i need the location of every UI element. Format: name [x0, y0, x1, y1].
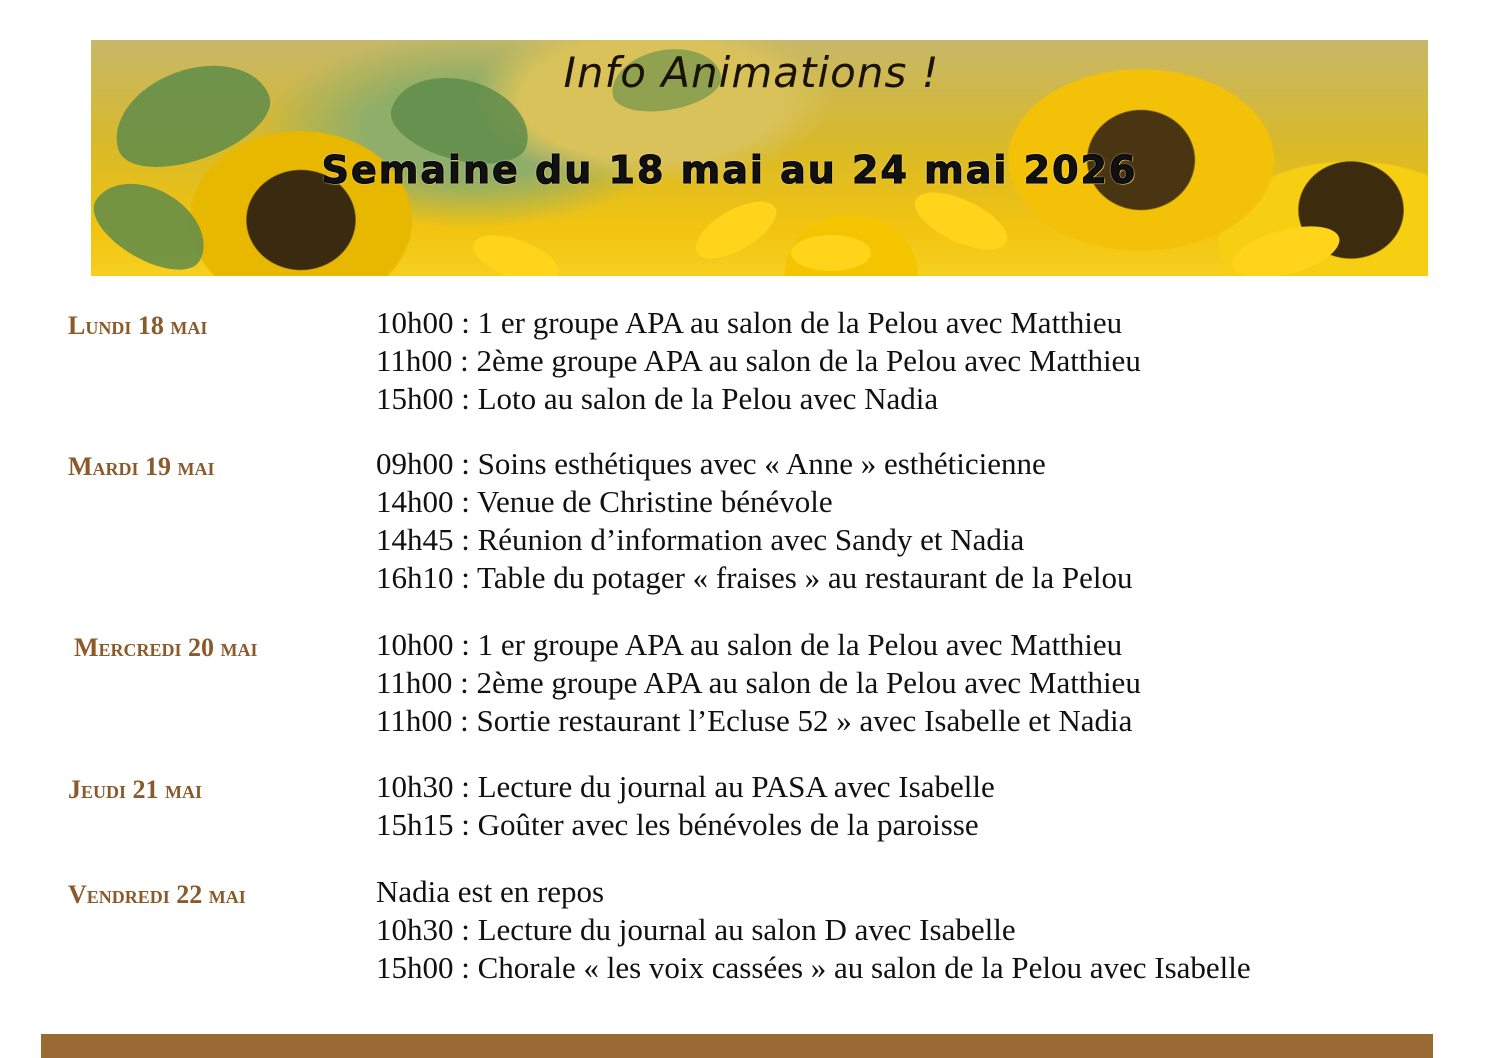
list-item: 14h45 : Réunion d’information avec Sandy et Nadia	[376, 522, 1025, 557]
list-item: 15h15 : Goûter avec les bénévoles de la paroisse	[376, 807, 979, 842]
list-item: 14h00 : Venue de Christine bénévole	[376, 484, 833, 519]
sunflower-petal	[907, 181, 1015, 261]
list-item: 15h00 : Chorale « les voix cassées » au salon de la Pelou avec Isabelle	[376, 950, 1251, 985]
sunflower-petal	[791, 235, 871, 271]
list-item: 09h00 : Soins esthétiques avec « Anne » esthéticienne	[376, 446, 1046, 481]
sunflower-petal	[467, 226, 565, 276]
list-item: Nadia est en repos	[376, 874, 605, 909]
list-item: 10h00 : 1 er groupe APA au salon de la Pelou avec Matthieu	[376, 627, 1123, 662]
entry-list	[376, 768, 995, 844]
list-item: 10h00 : 1 er groupe APA au salon de la Pelou avec Matthieu	[376, 305, 1123, 340]
footer-bar	[41, 1034, 1433, 1058]
day-label: Mardi 19 mai	[68, 452, 215, 481]
list-item: 16h10 : Table du potager « fraises » au restaurant de la Pelou	[376, 560, 1133, 595]
sunflower-petal	[687, 190, 785, 270]
day-label: Lundi 18 mai	[68, 311, 208, 340]
list-item: 11h00 : Sortie restaurant l’Ecluse 52 » avec Isabelle et Nadia	[376, 703, 1133, 738]
header-banner	[91, 40, 1428, 276]
page-title: Info Animations !	[563, 48, 940, 97]
list-item: 10h30 : Lecture du journal au PASA avec Isabelle	[376, 769, 995, 804]
entry-list	[376, 873, 1251, 987]
sunflower-petal	[1227, 217, 1345, 276]
day-label: Jeudi 21 mai	[68, 775, 203, 804]
entry-list	[376, 626, 1141, 740]
day-label: Mercredi 20 mai	[74, 633, 258, 662]
entry-list	[376, 445, 1133, 597]
list-item: 11h00 : 2ème groupe APA au salon de la Pelou avec Matthieu	[376, 343, 1141, 378]
day-label: Vendredi 22 mai	[68, 880, 246, 909]
list-item: 11h00 : 2ème groupe APA au salon de la Pelou avec Matthieu	[376, 665, 1141, 700]
week-subtitle: Semaine du 18 mai au 24 mai 2026	[321, 148, 1138, 192]
list-item: 10h30 : Lecture du journal au salon D avec Isabelle	[376, 912, 1016, 947]
entry-list	[376, 304, 1141, 418]
list-item: 15h00 : Loto au salon de la Pelou avec Nadia	[376, 381, 939, 416]
